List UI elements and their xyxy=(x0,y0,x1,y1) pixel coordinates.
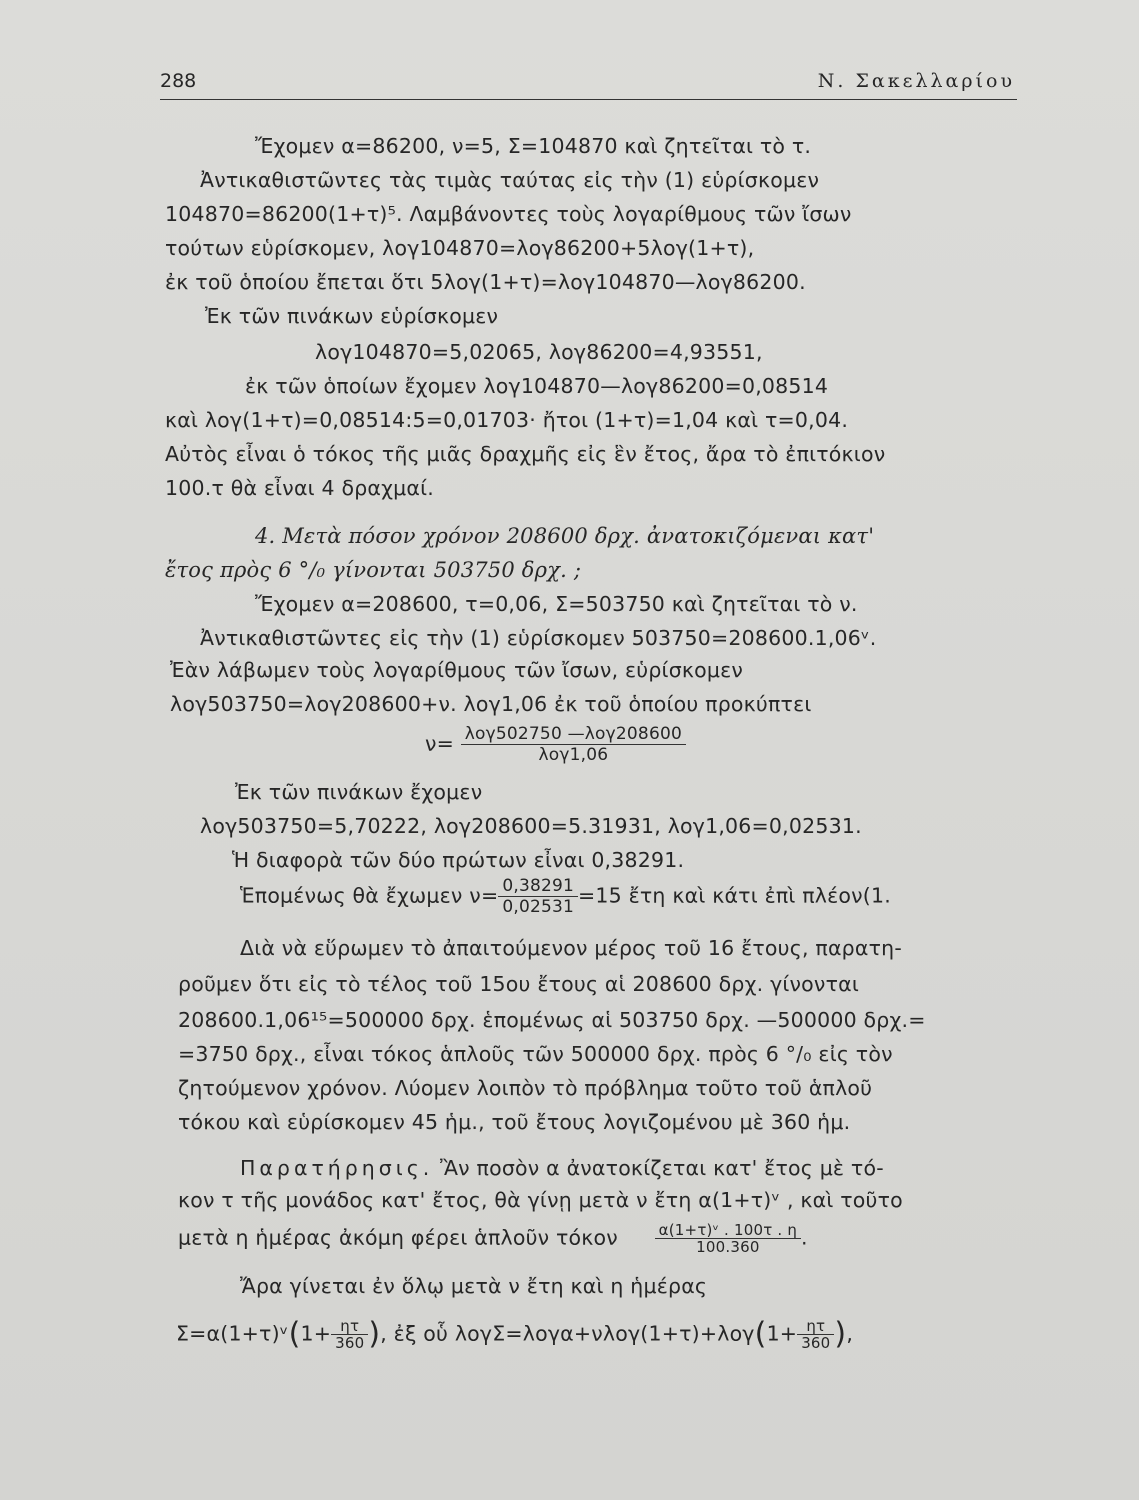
final-formula-fraction-1 xyxy=(331,1318,368,1351)
formula-result-denominator: 0,02531 xyxy=(502,897,575,917)
formula-nu-fraction xyxy=(461,724,686,765)
text-line: λογ104870=5,02065, λογ86200=4,93551, xyxy=(315,340,763,364)
final-formula-one-plus: 1+ xyxy=(766,1321,798,1346)
running-header-author: Ν. Σακελλαρίου xyxy=(817,70,1015,92)
text-line: 104870=86200(1+τ)⁵. Λαμβάνοντες τοὺς λογαρίθμους τῶν ἴσων xyxy=(165,202,852,226)
formula-result xyxy=(240,876,891,917)
text-line: κον τ τῆς μονάδος κατ' ἔτος, θὰ γίνῃ μετὰ ν ἔτη α(1+τ)ᵛ , καὶ τοῦτο xyxy=(178,1188,903,1212)
final-formula-end: , xyxy=(846,1321,854,1346)
text-line: Αὐτὸς εἶναι ὁ τόκος τῆς μιᾶς δραχμῆς εἰς ἓν ἔτος, ἄρα τὸ ἐπιτόκιον xyxy=(165,442,886,466)
text-line: Ἐὰν λάβωμεν τοὺς λογαρίθμους τῶν ἴσων, εὑρίσκομεν xyxy=(170,658,744,682)
remark-text: Ἂν ποσὸν α ἀνατοκίζεται κατ' ἔτος μὲ τό- xyxy=(433,1156,884,1180)
text-line: τόκου καὶ εὑρίσκομεν 45 ἡμ., τοῦ ἔτους λογιζομένου μὲ 360 ἡμ. xyxy=(178,1110,851,1134)
paren-open: ( xyxy=(288,1316,301,1352)
final-fraction-denominator: 360 xyxy=(335,1334,365,1352)
text-line: Ἔχομεν α=86200, ν=5, Σ=104870 καὶ ζητεῖται τὸ τ. xyxy=(255,134,812,158)
text-line: λογ503750=λογ208600+ν. λογ1,06 ἐκ τοῦ ὁποίου προκύπτει xyxy=(170,692,812,716)
text-line: Ἀντικαθιστῶντες εἰς τὴν (1) εὑρίσκομεν 503750=208600.1,06ᵛ. xyxy=(200,626,877,650)
text-line: λογ503750=5,70222, λογ208600=5.31931, λογ1,06=0,02531. xyxy=(200,814,862,838)
final-fraction-denominator: 360 xyxy=(801,1334,831,1352)
final-formula-one-plus: 1+ xyxy=(300,1321,332,1346)
text-line: 208600.1,06¹⁵=500000 δρχ. ἑπομένως αἱ 503750 δρχ. —500000 δρχ.= xyxy=(178,1008,926,1032)
text-line: ζητούμενον χρόνον. Λύομεν λοιπὸν τὸ πρόβλημα τοῦτο τοῦ ἁπλοῦ xyxy=(178,1076,873,1100)
final-fraction-numerator: ητ xyxy=(331,1318,368,1335)
text-line: Διὰ νὰ εὕρωμεν τὸ ἀπαιτούμενον μέρος τοῦ 16 ἔτους, παρατη- xyxy=(240,936,902,960)
paren-close: ) xyxy=(368,1316,381,1352)
remark-heading: Παρατήρησις. xyxy=(240,1156,434,1180)
final-formula-fraction-2 xyxy=(797,1318,834,1351)
formula-nu-lhs: ν= xyxy=(425,731,455,756)
formula-result-rhs: =15 ἔτη καὶ κάτι ἐπὶ πλέον(1. xyxy=(578,883,891,908)
text-line: ἐκ τοῦ ὁποίου ἔπεται ὅτι 5λογ(1+τ)=λογ104870—λογ86200. xyxy=(165,270,806,294)
paren-close: ) xyxy=(834,1316,847,1352)
text-line: Ἐκ τῶν πινάκων ἔχομεν xyxy=(235,780,483,804)
formula-result-numerator: 0,38291 xyxy=(498,876,578,897)
text-line: καὶ λογ(1+τ)=0,08514:5=0,01703· ἤτοι (1+τ)=1,04 καὶ τ=0,04. xyxy=(165,408,849,432)
formula-result-lhs: Ἑπομένως θὰ ἔχωμεν ν= xyxy=(240,883,499,908)
header-rule xyxy=(160,99,1017,100)
text-line: τούτων εὑρίσκομεν, λογ104870=λογ86200+5λογ(1+τ), xyxy=(165,236,755,260)
text-line: =3750 δρχ., εἶναι τόκος ἁπλοῦς τῶν 500000 δρχ. πρὸς 6 °/₀ εἰς τὸν xyxy=(178,1042,893,1066)
remark-line3: μετὰ η ἡμέρας ἀκόμη φέρει ἁπλοῦν τόκον $\frac{\text{α(1+τ)ᵛ . 100τ . η}}{100.360}$ . xyxy=(178,1221,808,1256)
remark-fraction-denominator: 100.360 xyxy=(696,1238,760,1256)
text-line: ἐκ τῶν ὁποίων ἔχομεν λογ104870—λογ86200=0,08514 xyxy=(245,374,829,398)
formula-result-fraction xyxy=(498,876,578,917)
text-line: Ἄρα γίνεται ἐν ὅλῳ μετὰ ν ἔτη καὶ η ἡμέρας xyxy=(240,1274,708,1298)
paren-open: ( xyxy=(754,1316,767,1352)
remark-line1 xyxy=(240,1154,884,1182)
text-line: Ἀντικαθιστῶντες τὰς τιμὰς ταύτας εἰς τὴν (1) εὑρίσκομεν xyxy=(200,168,820,192)
text-line: Ἡ διαφορὰ τῶν δύο πρώτων εἶναι 0,38291. xyxy=(232,848,685,872)
text-line: Ἐκ τῶν πινάκων εὑρίσκομεν xyxy=(205,304,499,328)
formula-nu-numerator: λογ502750 —λογ208600 xyxy=(461,724,686,745)
final-formula-part2: , ἐξ οὗ λογΣ=λογα+νλογ(1+τ)+λογ xyxy=(380,1321,755,1346)
remark-text: μετὰ η ἡμέρας ἀκόμη φέρει ἁπλοῦν τόκον xyxy=(178,1225,618,1250)
problem-title-line1: 4. Μετὰ πόσον χρόνον 208600 δρχ. ἀνατοκιζόμεναι κατ' xyxy=(255,524,875,548)
remark-fraction xyxy=(655,1222,801,1255)
final-formula-part1: Σ=α(1+τ)ᵛ xyxy=(176,1321,289,1346)
formula-nu-denominator: λογ1,06 xyxy=(538,745,609,765)
remark-fraction-numerator: α(1+τ)ᵛ . 100τ . η xyxy=(655,1222,801,1239)
text-line: Ἔχομεν α=208600, τ=0,06, Σ=503750 καὶ ζητεῖται τὸ ν. xyxy=(255,592,858,616)
problem-title-line2: ἔτος πρὸς 6 °/₀ γίνονται 503750 δρχ. ; xyxy=(165,558,582,582)
final-formula xyxy=(176,1318,853,1351)
formula-nu xyxy=(425,724,686,765)
page-number: 288 xyxy=(160,70,197,92)
text-line: 100.τ θὰ εἶναι 4 δραχμαί. xyxy=(165,476,434,500)
final-fraction-numerator: ητ xyxy=(797,1318,834,1335)
text-line: ροῦμεν ὅτι εἰς τὸ τέλος τοῦ 15ου ἔτους αἱ 208600 δρχ. γίνονται xyxy=(178,972,859,996)
